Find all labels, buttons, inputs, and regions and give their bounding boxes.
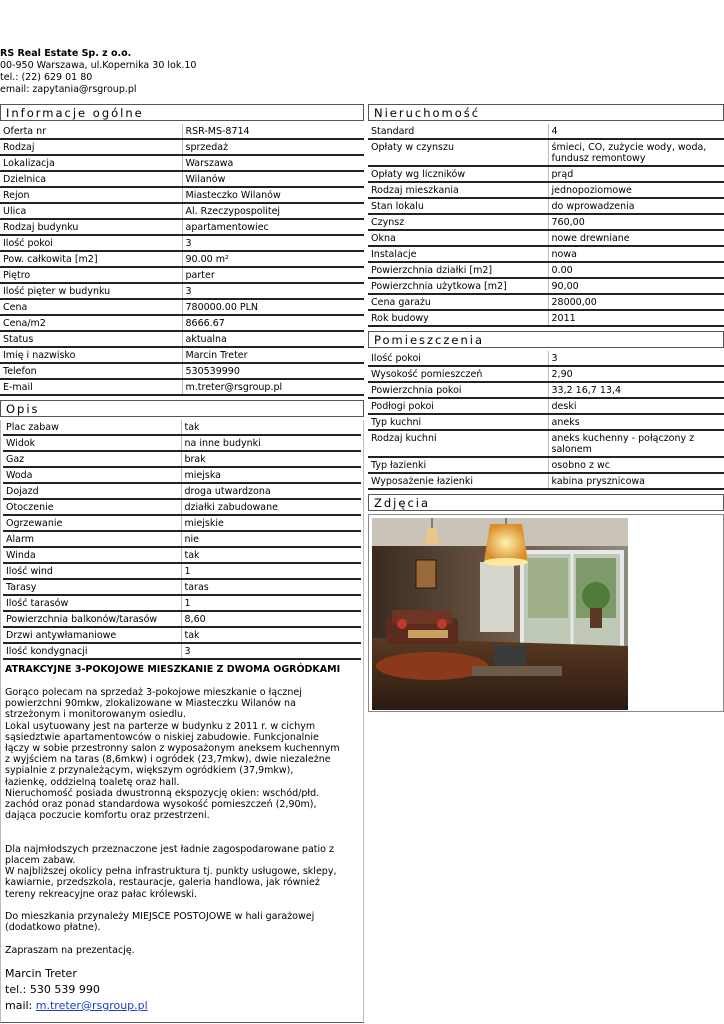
table-row: [3, 643, 361, 659]
section-title-rooms: Pomieszczenia: [368, 331, 724, 348]
row-label: Rok budowy: [368, 310, 548, 326]
row-value: 2011: [548, 310, 724, 326]
listing-description: Gorąco polecam na sprzedaż 3-pokojowe mieszkanie o łącznej powierzchni 90mkw, zlokalizowane w Miasteczku Wilanów na strzeżonym i monitorowanym osiedlu. Lokal usytuowany jest na parterze w budynku z 2011 r. w cichym sąsiedztwie apartamentowców o niskiej zabudowie. Funkcjonalnie łączy w sobie przestronny salon z wyposażonym aneksem kuchennym z wyjściem na taras (8,6mkw) i ogródek (23,7mkw), dwie niezależne sypialnie z przynależącym, większym ogródkiem (37,9mkw), łazienkę, oddzielną toaletę oraz hall. Nieruchomość posiada dwustronną ekspozycję okien: wschód/płd. zachód oraz ponad standardowa wysokość pomieszczeń (2,90m), dająca poczucie komfortu oraz przestrzeni. Dla najmłodszych przeznaczone jest ładnie zagospodarowane patio z placem zabaw. W najbliższej okolicy pełna infrastruktura tj. punkty usługowe, sklepy, kawiarnie, przedszkola, restauracje, galeria handlowa, jak również tereny rekreacyjne oraz pałac królewski. Do mieszkania przynależy MIEJSCE POSTOJOWE w hali garażowej (dodatkowo płatne). Zapraszam na prezentację.: [5, 687, 340, 956]
row-label: Ilość kondygnacji: [3, 643, 181, 659]
table-row: [3, 451, 361, 467]
row-label: Piętro: [0, 267, 182, 283]
agent-signature: [5, 966, 361, 1014]
row-label: Cena: [0, 299, 182, 315]
row-value: nowe drewniane: [548, 230, 724, 246]
company-name: RS Real Estate Sp. z o.o.: [0, 48, 132, 59]
row-value: 8,60: [181, 611, 361, 627]
table-row: [368, 430, 724, 457]
row-label: Ilość wind: [3, 563, 181, 579]
row-label: Ilość pokoi: [368, 351, 548, 366]
row-label: Rodzaj: [0, 139, 182, 155]
row-label: Ogrzewanie: [3, 515, 181, 531]
row-label: Woda: [3, 467, 181, 483]
row-label: Pow. całkowita [m2]: [0, 251, 182, 267]
table-row: [0, 347, 364, 363]
row-label: Lokalizacja: [0, 155, 182, 171]
row-value: droga utwardzona: [181, 483, 361, 499]
table-row: [0, 251, 364, 267]
row-label: Ilość tarasów: [3, 595, 181, 611]
row-label: Okna: [368, 230, 548, 246]
row-label: Powierzchnia działki [m2]: [368, 262, 548, 278]
row-value: nie: [181, 531, 361, 547]
row-value: brak: [181, 451, 361, 467]
row-label: Wysokość pomieszczeń: [368, 366, 548, 382]
table-row: [3, 499, 361, 515]
opis-table: [3, 420, 361, 660]
row-label: Oferta nr: [0, 124, 182, 139]
company-email: email: zapytania@rsgroup.pl: [0, 84, 137, 95]
table-row: [368, 214, 724, 230]
company-header: [0, 48, 196, 96]
table-row: [3, 611, 361, 627]
row-label: Status: [0, 331, 182, 347]
row-label: Gaz: [3, 451, 181, 467]
row-value: jednopoziomowe: [548, 182, 724, 198]
table-row: [3, 435, 361, 451]
table-row: [368, 246, 724, 262]
row-value: do wprowadzenia: [548, 198, 724, 214]
row-value: apartamentowiec: [182, 219, 364, 235]
table-row: [3, 531, 361, 547]
table-row: [0, 219, 364, 235]
row-value: 8666.67: [182, 315, 364, 331]
row-label: Powierzchnia użytkowa [m2]: [368, 278, 548, 294]
table-row: [0, 155, 364, 171]
table-row: [368, 294, 724, 310]
table-row: [368, 457, 724, 473]
row-label: Tarasy: [3, 579, 181, 595]
row-value: aktualna: [182, 331, 364, 347]
section-title-property: Nieruchomość: [368, 104, 724, 121]
table-row: [0, 331, 364, 347]
row-label: Imię i nazwisko: [0, 347, 182, 363]
row-label: Opłaty w czynszu: [368, 139, 548, 166]
table-row: [368, 414, 724, 430]
listing-headline: ATRAKCYJNE 3-POKOJOWE MIESZKANIE Z DWOMA OGRÓDKAMI: [5, 664, 341, 675]
table-row: [3, 467, 361, 483]
table-row: [3, 515, 361, 531]
row-value: sprzedaż: [182, 139, 364, 155]
row-value: 1: [181, 563, 361, 579]
row-value: kabina prysznicowa: [548, 473, 724, 489]
row-label: Instalacje: [368, 246, 548, 262]
row-value: RSR-MS-8714: [182, 124, 364, 139]
table-row: [368, 230, 724, 246]
row-value: miejska: [181, 467, 361, 483]
row-value: nowa: [548, 246, 724, 262]
table-row: [0, 379, 364, 395]
row-label: Opłaty wg liczników: [368, 166, 548, 182]
row-label: Typ kuchni: [368, 414, 548, 430]
table-row: [368, 398, 724, 414]
table-row: [3, 420, 361, 435]
table-row: [368, 262, 724, 278]
row-value: tak: [181, 420, 361, 435]
row-label: Winda: [3, 547, 181, 563]
photo-frame: [368, 514, 724, 712]
signature-mail-label: mail:: [5, 998, 36, 1012]
table-row: [3, 627, 361, 643]
table-row: [3, 579, 361, 595]
row-label: Wyposażenie łazienki: [368, 473, 548, 489]
left-column: [0, 104, 364, 1023]
row-value: 760,00: [548, 214, 724, 230]
row-value: m.treter@rsgroup.pl: [182, 379, 364, 395]
row-label: Rodzaj mieszkania: [368, 182, 548, 198]
table-row: [368, 382, 724, 398]
row-label: Dzielnica: [0, 171, 182, 187]
row-label: Ilość pięter w budynku: [0, 283, 182, 299]
row-label: Powierzchnia pokoi: [368, 382, 548, 398]
row-value: 3: [548, 351, 724, 366]
table-row: [3, 483, 361, 499]
table-row: [0, 299, 364, 315]
row-label: Cena/m2: [0, 315, 182, 331]
table-row: [0, 235, 364, 251]
row-value: Warszawa: [182, 155, 364, 171]
row-label: Drzwi antywłamaniowe: [3, 627, 181, 643]
rooms-table: [368, 351, 724, 490]
signature-phone: tel.: 530 539 990: [5, 982, 100, 996]
row-label: Otoczenie: [3, 499, 181, 515]
row-label: Dojazd: [3, 483, 181, 499]
row-value: 1: [181, 595, 361, 611]
row-value: 2,90: [548, 366, 724, 382]
right-column: [368, 104, 724, 712]
table-row: [0, 203, 364, 219]
row-label: Typ łazienki: [368, 457, 548, 473]
property-table: [368, 124, 724, 327]
row-value: 0.00: [548, 262, 724, 278]
section-title-general: Informacje ogólne: [0, 104, 364, 121]
section-title-photos: Zdjęcia: [368, 494, 724, 511]
table-row: [368, 139, 724, 166]
signature-name: Marcin Treter: [5, 966, 77, 980]
table-row: [0, 283, 364, 299]
company-address: 00-950 Warszawa, ul.Kopernika 30 lok.10: [0, 60, 197, 71]
row-value: Miasteczko Wilanów: [182, 187, 364, 203]
table-row: [368, 473, 724, 489]
table-row: [368, 182, 724, 198]
row-label: Powierzchnia balkonów/tarasów: [3, 611, 181, 627]
table-row: [0, 187, 364, 203]
row-label: Stan lokalu: [368, 198, 548, 214]
row-value: 3: [182, 283, 364, 299]
company-phone: tel.: (22) 629 01 80: [0, 72, 93, 83]
row-value: parter: [182, 267, 364, 283]
table-row: [368, 351, 724, 366]
table-row: [3, 547, 361, 563]
row-label: Rejon: [0, 187, 182, 203]
row-label: Czynsz: [368, 214, 548, 230]
row-label: Cena garażu: [368, 294, 548, 310]
row-value: 90.00 m²: [182, 251, 364, 267]
table-row: [3, 595, 361, 611]
row-value: Al. Rzeczypospolitej: [182, 203, 364, 219]
row-label: Plac zabaw: [3, 420, 181, 435]
row-label: Rodzaj kuchni: [368, 430, 548, 457]
row-value: 3: [182, 235, 364, 251]
row-label: Ilość pokoi: [0, 235, 182, 251]
row-label: Standard: [368, 124, 548, 139]
table-row: [368, 124, 724, 139]
row-label: E-mail: [0, 379, 182, 395]
row-value: tak: [181, 547, 361, 563]
row-label: Telefon: [0, 363, 182, 379]
row-value: na inne budynki: [181, 435, 361, 451]
row-value: aneks: [548, 414, 724, 430]
row-value: 3: [181, 643, 361, 659]
row-value: 28000,00: [548, 294, 724, 310]
row-value: deski: [548, 398, 724, 414]
table-row: [0, 139, 364, 155]
table-row: [368, 166, 724, 182]
row-label: Rodzaj budynku: [0, 219, 182, 235]
section-title-opis: Opis: [0, 400, 364, 417]
row-label: Ulica: [0, 203, 182, 219]
row-value: 90,00: [548, 278, 724, 294]
table-row: [0, 171, 364, 187]
row-value: działki zabudowane: [181, 499, 361, 515]
row-value: Wilanów: [182, 171, 364, 187]
row-value: miejskie: [181, 515, 361, 531]
row-value: Marcin Treter: [182, 347, 364, 363]
table-row: [3, 563, 361, 579]
table-row: [368, 310, 724, 326]
row-value: śmieci, CO, zużycie wody, woda, fundusz remontowy: [548, 139, 724, 166]
row-value: aneks kuchenny - połączony z salonem: [548, 430, 724, 457]
row-value: 780000.00 PLN: [182, 299, 364, 315]
row-value: tak: [181, 627, 361, 643]
row-value: osobno z wc: [548, 457, 724, 473]
table-row: [368, 278, 724, 294]
row-label: Podłogi pokoi: [368, 398, 548, 414]
signature-mail-link[interactable]: m.treter@rsgroup.pl: [35, 998, 148, 1012]
table-row: [368, 366, 724, 382]
opis-box: [0, 420, 364, 1023]
row-value: taras: [181, 579, 361, 595]
table-row: [368, 198, 724, 214]
table-row: [0, 124, 364, 139]
table-row: [0, 363, 364, 379]
signature-mail: [5, 998, 361, 1014]
row-value: 4: [548, 124, 724, 139]
general-table: [0, 124, 364, 396]
row-value: 33,2 16,7 13,4: [548, 382, 724, 398]
table-row: [0, 315, 364, 331]
row-value: prąd: [548, 166, 724, 182]
table-row: [0, 267, 364, 283]
apartment-photo[interactable]: [372, 518, 628, 710]
row-label: Alarm: [3, 531, 181, 547]
row-label: Widok: [3, 435, 181, 451]
row-value: 530539990: [182, 363, 364, 379]
